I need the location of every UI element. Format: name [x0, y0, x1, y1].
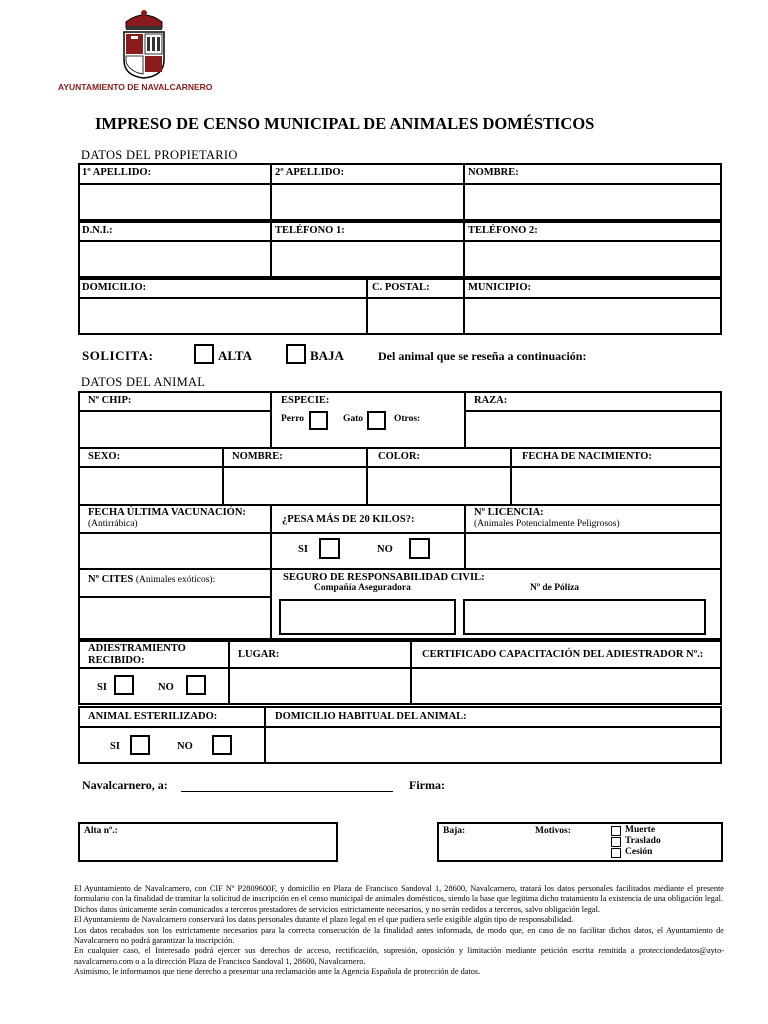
- cites-label-line: [88, 574, 215, 585]
- vacunacion-sub: (Antirrábica): [88, 519, 138, 529]
- telefono1-label: TELÉFONO 1:: [275, 225, 345, 236]
- traslado-label: Traslado: [625, 836, 661, 846]
- adiestramiento-si-checkbox[interactable]: [114, 675, 134, 695]
- adiestramiento-label-2: RECIBIDO:: [88, 655, 145, 666]
- animal-section-title: DATOS DEL ANIMAL: [81, 375, 206, 389]
- dni-field[interactable]: [78, 240, 272, 278]
- motivos-label: Motivos:: [535, 826, 571, 836]
- cesion-checkbox[interactable]: [611, 848, 621, 858]
- lugar-label: LUGAR:: [238, 649, 280, 660]
- apellido2-field[interactable]: [270, 183, 465, 221]
- domicilio-habitual-field[interactable]: [264, 726, 722, 764]
- esterilizado-si-label: SI: [110, 741, 120, 752]
- alta-label: ALTA: [218, 348, 252, 363]
- cites-field-divider[interactable]: [78, 596, 272, 640]
- nombre-field[interactable]: [463, 183, 722, 221]
- color-field[interactable]: [366, 466, 512, 506]
- compania-field[interactable]: [279, 599, 456, 635]
- raza-field[interactable]: [464, 410, 722, 449]
- privacy-paragraph: El Ayuntamiento de Navalcarnero conservará los datos personales durante el plazo legal en el que pudiera serle exigible algún tipo de responsabilidad.: [74, 915, 574, 925]
- cpostal-field[interactable]: [366, 297, 465, 335]
- page-title: IMPRESO DE CENSO MUNICIPAL DE ANIMALES DOMÉSTICOS: [95, 114, 595, 133]
- owner-section-title: DATOS DEL PROPIETARIO: [81, 148, 238, 162]
- fecha-nac-label: FECHA DE NACIMIENTO:: [522, 451, 652, 462]
- vacunacion-label: FECHA ÚLTIMA VACUNACIÓN:: [88, 507, 246, 518]
- privacy-paragraph: Asimismo, le informamos que tiene derecho a presentar una reclamación ante la Agencia Española de protección de datos.: [74, 967, 481, 977]
- alta-n-label: Alta nº.:: [84, 826, 118, 836]
- vacunacion-field[interactable]: [78, 532, 272, 570]
- domicilio-field[interactable]: [78, 297, 368, 335]
- esterilizado-si-checkbox[interactable]: [130, 735, 150, 755]
- esterilizado-no-checkbox[interactable]: [212, 735, 232, 755]
- chip-field[interactable]: [78, 410, 272, 449]
- domicilio-label: DOMICILIO:: [82, 282, 147, 293]
- pesa-si-checkbox[interactable]: [319, 538, 340, 559]
- municipio-field[interactable]: [463, 297, 722, 335]
- esterilizado-label: ANIMAL ESTERILIZADO:: [88, 711, 218, 722]
- privacy-notice: [74, 884, 724, 978]
- baja-office-label: Baja:: [443, 826, 466, 836]
- seguro-label: SEGURO DE RESPONSABILIDAD CIVIL:: [283, 572, 485, 583]
- muerte-checkbox[interactable]: [611, 826, 621, 836]
- gato-label: Gato: [343, 414, 364, 424]
- perro-checkbox[interactable]: [309, 411, 328, 430]
- coat-of-arms-logo: [118, 8, 170, 80]
- pesa-no-label: NO: [377, 544, 393, 555]
- baja-checkbox[interactable]: [286, 344, 306, 364]
- privacy-paragraph: El Ayuntamiento de Navalcarnero, con CIF Nº P2809600F, y domicilio en Plaza de Francisco Sandoval 1, 28600, Navalcarnero, tratará los datos personales facilitados mediante el presente formulario con la finalidad de tramitar la solicitud de inscripción en el censo municipal de animales domésticos, siendo la base que legitima dicho tratamiento la existencia de una obligación legal.: [74, 884, 724, 904]
- cesion-label: Cesión: [625, 847, 653, 857]
- sexo-field[interactable]: [78, 466, 224, 506]
- animal-nombre-field[interactable]: [222, 466, 368, 506]
- compania-label: Compañía Aseguradora: [314, 583, 411, 593]
- firma-label: Firma:: [409, 778, 445, 792]
- otros-label: Otros:: [394, 414, 421, 424]
- animal-nombre-label: NOMBRE:: [232, 451, 283, 462]
- telefono2-label: TELÉFONO 2:: [468, 225, 538, 236]
- apellido1-field[interactable]: [78, 183, 272, 221]
- pesa-no-checkbox[interactable]: [409, 538, 430, 559]
- certificado-field[interactable]: [410, 667, 722, 705]
- color-label: COLOR:: [378, 451, 420, 462]
- raza-label: RAZA:: [474, 395, 508, 406]
- telefono1-field[interactable]: [270, 240, 465, 278]
- privacy-paragraph: Los datos recabados son los estrictamente necesarios para la correcta consecución de la finalidad antes informada, de modo que, en caso de no facilitar dichos datos, el Ayuntamiento de Navalcarnero no podrá garantizar la inscripción.: [74, 925, 724, 946]
- privacy-paragraph: Dichos datos únicamente serán comunicados a terceros prestadores de servicios estrictamente necesarios, y no serán cedidos a terceros, salvo obligación legal.: [74, 904, 600, 914]
- municipality-name: AYUNTAMIENTO DE NAVALCARNERO: [58, 82, 213, 92]
- licencia-label: Nº LICENCIA:: [474, 507, 544, 518]
- adiestramiento-si-label: SI: [97, 682, 107, 693]
- lugar-field[interactable]: [228, 667, 412, 705]
- cites-sub: (Animales exóticos):: [135, 575, 216, 585]
- traslado-checkbox[interactable]: [611, 837, 621, 847]
- domicilio-habitual-label: DOMICILIO HABITUAL DEL ANIMAL:: [275, 711, 467, 722]
- adiestramiento-no-checkbox[interactable]: [186, 675, 206, 695]
- pesa-si-label: SI: [298, 544, 308, 555]
- dni-label: D.N.I.:: [82, 225, 113, 236]
- poliza-field[interactable]: [463, 599, 706, 635]
- perro-label: Perro: [281, 414, 305, 424]
- esterilizado-options-cell: [78, 726, 266, 764]
- apellido2-label: 2º APELLIDO:: [275, 167, 345, 178]
- chip-label: Nº CHIP:: [88, 395, 132, 406]
- place-date-label: Navalcarnero, a:: [82, 778, 168, 792]
- solicita-label: SOLICITA:: [82, 348, 154, 363]
- certificado-label: CERTIFICADO CAPACITACIÓN DEL ADIESTRADOR Nº.:: [422, 649, 704, 660]
- licencia-field[interactable]: [464, 532, 722, 570]
- solicita-text: Del animal que se reseña a continuación:: [378, 349, 587, 363]
- cpostal-label: C. POSTAL:: [372, 282, 430, 293]
- municipio-label: MUNICIPIO:: [468, 282, 531, 293]
- telefono2-field[interactable]: [463, 240, 722, 278]
- licencia-sub: (Animales Potencialmente Peligrosos): [474, 519, 620, 529]
- alta-checkbox[interactable]: [194, 344, 214, 364]
- cites-label: Nº CITES: [88, 574, 134, 585]
- adiestramiento-label-1: ADIESTRAMIENTO: [88, 643, 186, 654]
- fecha-nac-field[interactable]: [510, 466, 722, 506]
- especie-label: ESPECIE:: [281, 395, 330, 406]
- apellido1-label: 1º APELLIDO:: [82, 167, 152, 178]
- gato-checkbox[interactable]: [367, 411, 386, 430]
- adiestramiento-no-label: NO: [158, 682, 174, 693]
- nombre-label: NOMBRE:: [468, 167, 519, 178]
- pesa-label: ¿PESA MÁS DE 20 KILOS?:: [282, 514, 415, 525]
- baja-label: BAJA: [310, 348, 344, 363]
- sexo-label: SEXO:: [88, 451, 121, 462]
- poliza-label: Nº de Póliza: [530, 583, 580, 593]
- muerte-label: Muerte: [625, 825, 656, 835]
- privacy-paragraph: En cualquier caso, el Interesado podrá ejercer sus derechos de acceso, rectificación, supresión, oposición y limitación mediante petición escrita remitida a protecciondedatos@ayto-navalcarnero.com o a la dirección Plaza de Francisco Sandoval 1, 28600, Navalcarnero.: [74, 946, 724, 966]
- esterilizado-no-label: NO: [177, 741, 193, 752]
- place-date-line[interactable]: [181, 791, 393, 792]
- baja-box: [437, 822, 723, 862]
